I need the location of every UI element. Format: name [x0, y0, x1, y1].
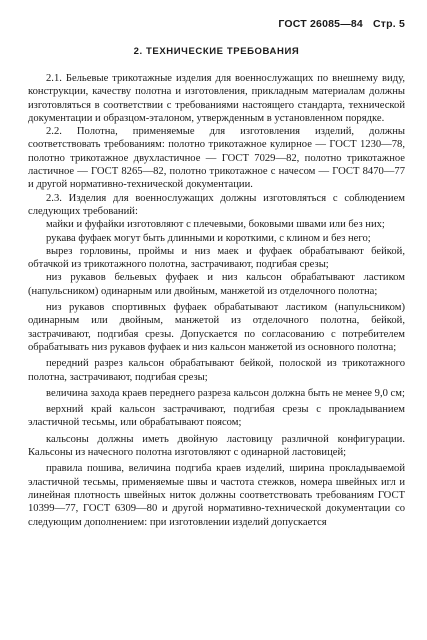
requirement-item: верхний край кальсон застрачивают, подгибая срезы с прокладыванием эластичной тесьмы, или обрабатывают поясом; [28, 404, 405, 429]
paragraph-2-3: 2.3. Изделия для военнослужащих должны изготовляться с соблюдением следующих требований: [28, 192, 405, 217]
requirement-item: кальсоны должны иметь двойную ластовицу различной конфигурации. Кальсоны из начесного полотна изготовляют с одинарной ластовицей; [28, 433, 405, 459]
paragraph-2-2: 2.2. Полотна, применяемые для изготовления изделий, должны соответствовать требованиям: полотно трикотажное кулирное — ГОСТ 1230—78, полотно трикотажное двухластичное — ГОСТ 7029—82, полотно трикотажное ластичное — ГОСТ 8265—82, полотно трикотажное с начесом — ГОСТ 8470—77 и другой нормативно-технической документации. [28, 126, 405, 191]
requirement-item: майки и фуфайки изготовляют с плечевыми, боковыми швами или без них; [46, 219, 385, 231]
requirement-item: низ рукавов спортивных фуфаек обрабатывают ластиком (напульсником) одинарным или двойным, манжетой из отделочного полотна, бейкой, застрачивают, подгибая срезы. Допускается по согласованию с потребителем обрабатывать низ рукавов фуфаек и низ кальсон манжетой из основного полотна; [28, 302, 405, 353]
requirement-item: рукава фуфаек могут быть длинными и короткими, с клином и без него; [46, 232, 371, 244]
paragraph-2-1: 2.1. Бельевые трикотажные изделия для военнослужащих по внешнему виду, конструкции, качеству полотна и изготовления, прикладным материалам должны изготовляться в соответствии с требованиями настоящего стандарта, технической документации и образцом-эталоном, утвержденным в установленном порядке. [28, 73, 405, 124]
requirement-item: величина захода краев переднего разреза кальсон должна быть не менее 9,0 см; [46, 387, 405, 399]
requirement-item: вырез горловины, проймы и низ маек и фуфаек обрабатывают бейкой, обтачкой из трикотажного полотна, застрачивают, подгибая срезы; [28, 245, 405, 271]
requirement-item: низ рукавов бельевых фуфаек и низ кальсон обрабатывают ластиком (напульсником) одинарным или двойным, манжетой из отделочного полотна; [28, 272, 405, 297]
section-title: 2. ТЕХНИЧЕСКИЕ ТРЕБОВАНИЯ [133, 46, 300, 57]
body-text [28, 72, 405, 529]
requirement-item: правила пошива, величина подгиба краев изделий, ширина прокладываемой эластичной тесьмы, применяемые швы и частота стежков, номера швейных игл и линейная плотность швейных ниток должны соответствовать требованиям ГОСТ 10399—77, ГОСТ 6309—80 и другой нормативно-технической документации со следующим дополнением: при изготовлении изделий допускается [28, 463, 405, 528]
running-header [28, 18, 405, 32]
standard-number: ГОСТ 26085—84 [278, 18, 363, 30]
requirement-item: передний разрез кальсон обрабатывают бейкой, полоской из трикотажного полотна, застрачивают, подгибая срезы; [28, 358, 405, 383]
page-number: Стр. 5 [372, 18, 405, 30]
